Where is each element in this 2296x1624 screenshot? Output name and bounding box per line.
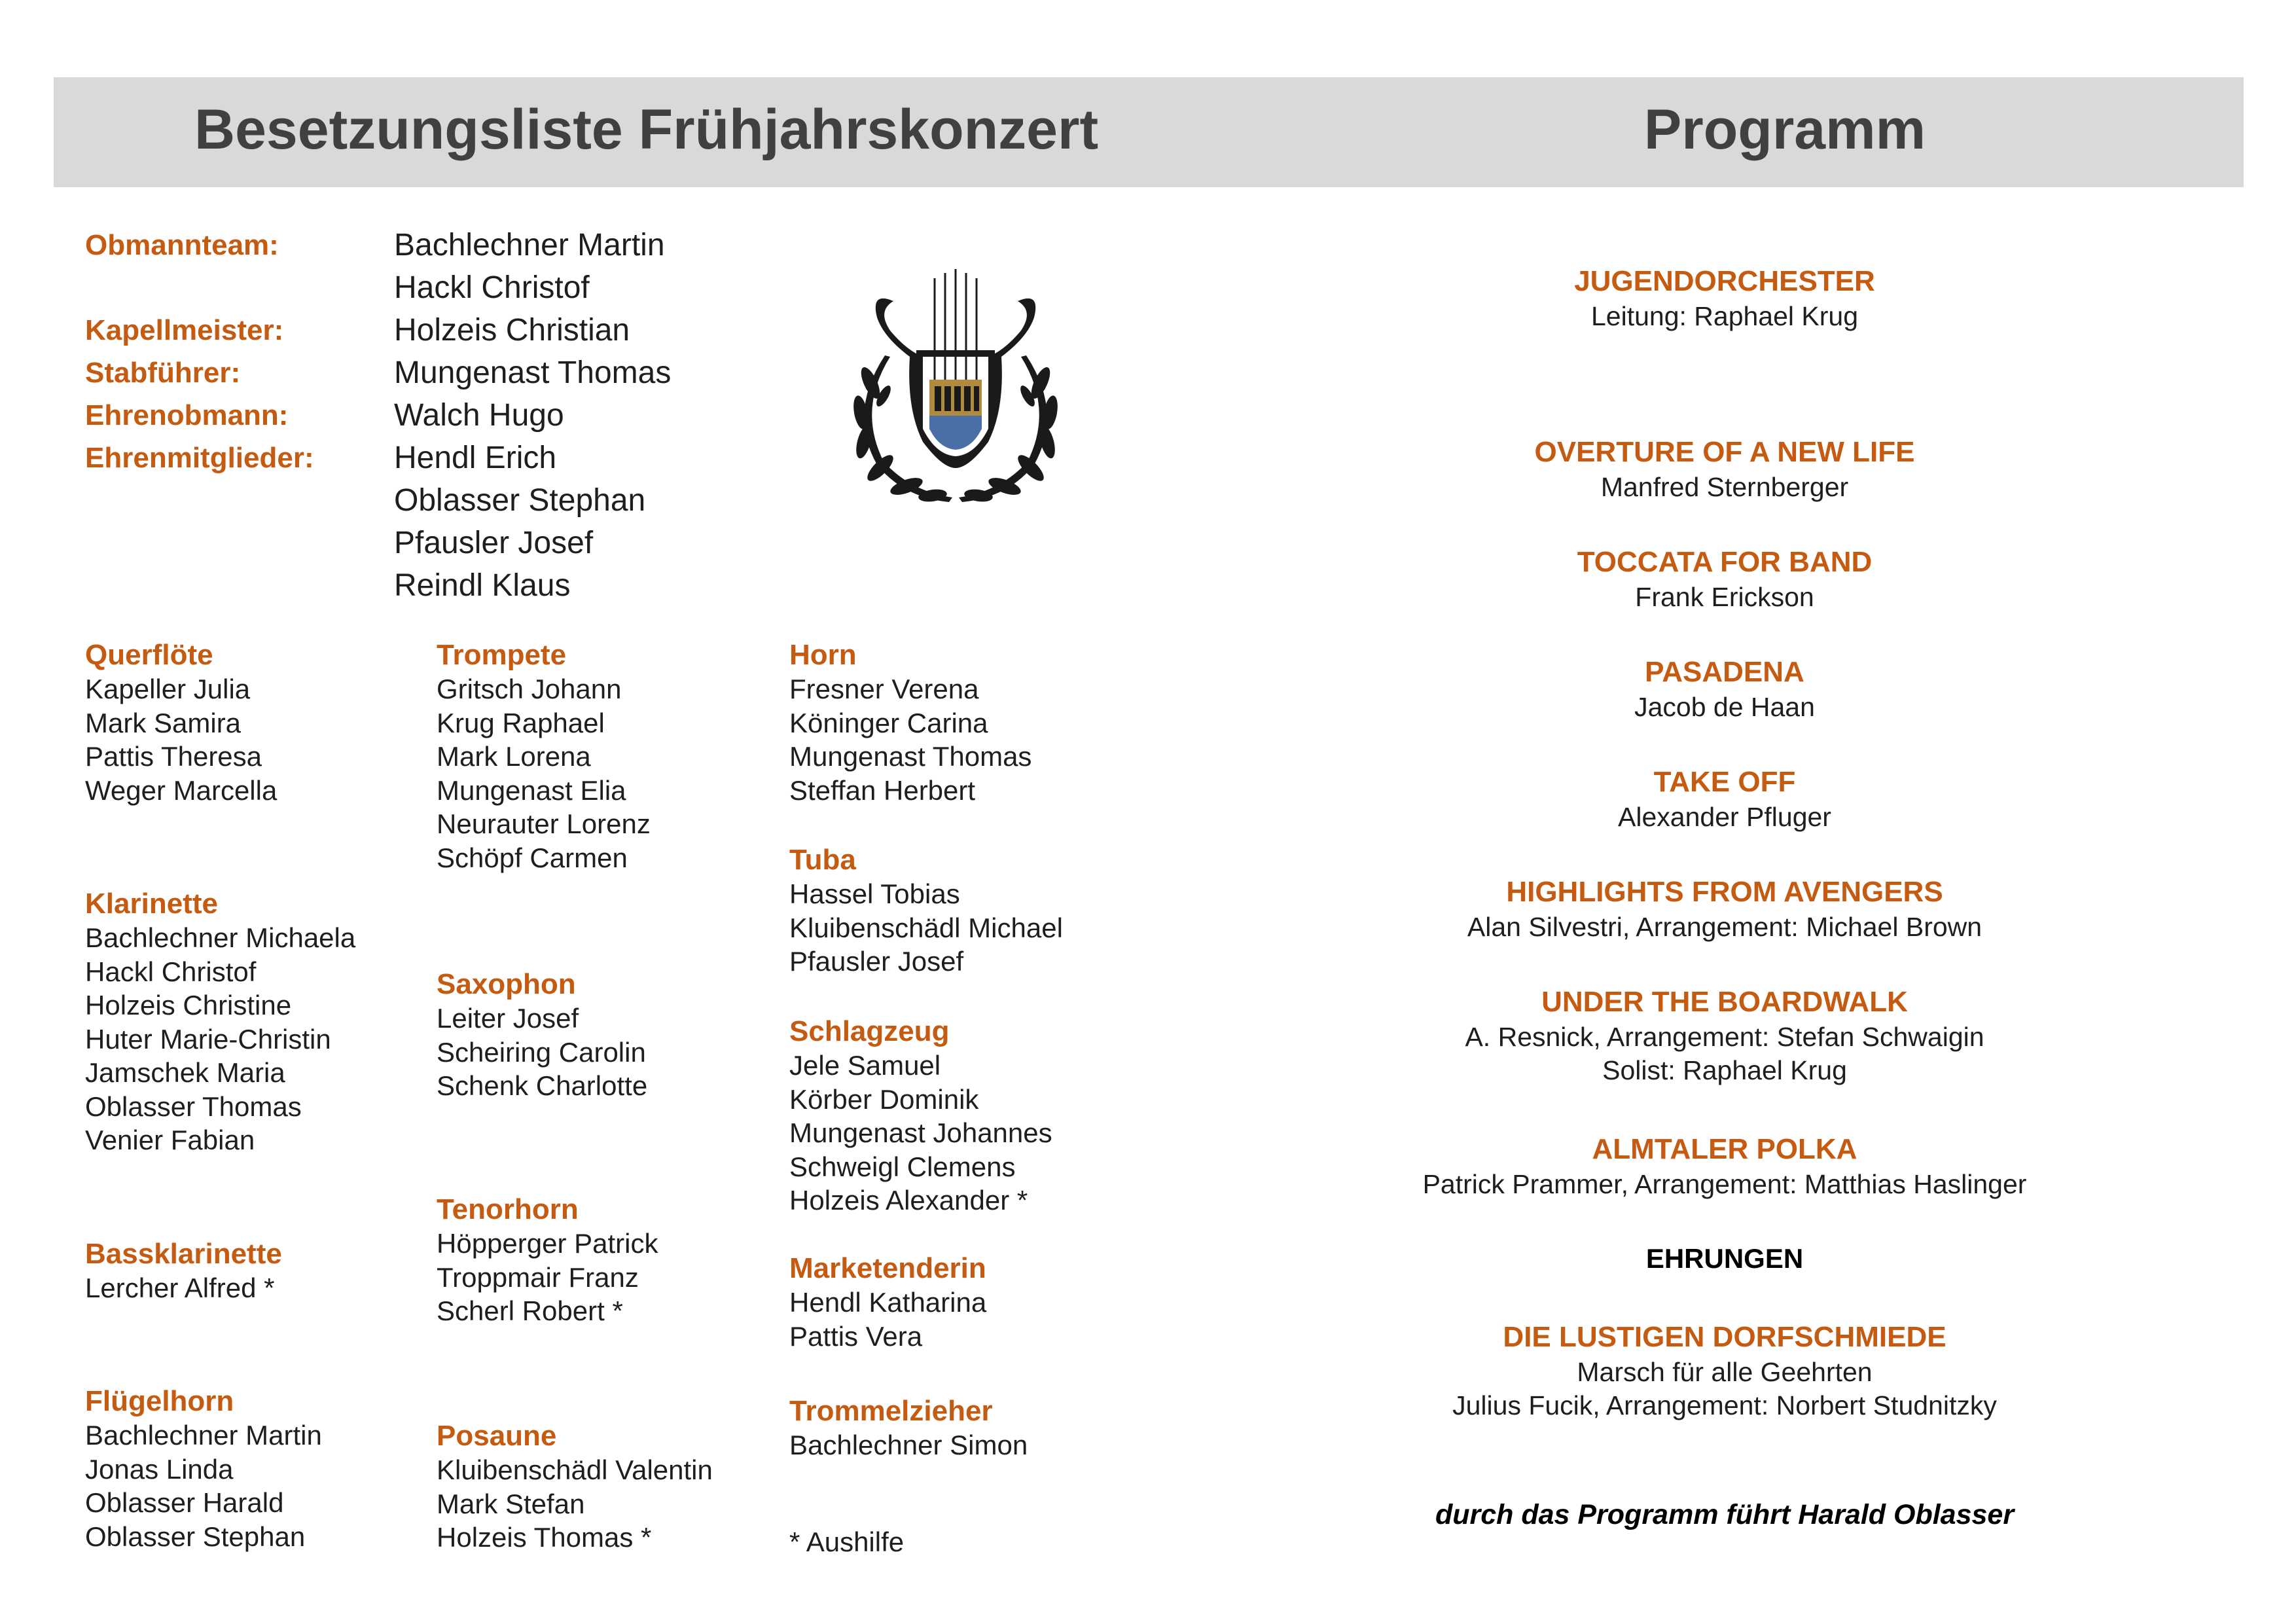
member: Höpperger Patrick xyxy=(437,1228,658,1259)
section-bassklarinette xyxy=(85,1237,282,1305)
member: Neurauter Lorenz xyxy=(437,808,651,839)
member: Venier Fabian xyxy=(85,1125,255,1155)
member: Holzeis Thomas * xyxy=(437,1522,652,1553)
program-item xyxy=(1283,984,2166,1087)
label-ehrenobmann: Ehrenobmann: xyxy=(85,399,289,431)
program-item xyxy=(1283,1319,2166,1422)
member: Bachlechner Martin xyxy=(85,1420,322,1451)
leader-name: Mungenast Thomas xyxy=(394,355,672,390)
member: Steffan Herbert xyxy=(789,774,976,806)
section-querfloete xyxy=(85,638,277,807)
program-item-line: Solist: Raphael Krug xyxy=(1602,1055,1847,1085)
program-item-line: Patrick Prammer, Arrangement: Matthias Haslinger xyxy=(1422,1169,2027,1199)
footnote xyxy=(789,1525,904,1559)
lyre-emblem-icon xyxy=(844,265,1067,507)
program-title: Programm xyxy=(1643,98,1926,161)
member: Mungenast Thomas xyxy=(789,741,1032,772)
section-title: Bassklarinette xyxy=(85,1238,282,1270)
program-item-line: Marsch für alle Geehrten xyxy=(1577,1357,1873,1387)
label-obmannteam: Obmannteam: xyxy=(85,229,279,261)
section-title: Tenorhorn xyxy=(437,1193,579,1225)
leader-name: Pfausler Josef xyxy=(394,526,594,560)
program-item-line: Manfred Sternberger xyxy=(1600,472,1849,502)
program-item-title: PASADENA xyxy=(1645,656,1804,688)
section-fluegelhorn xyxy=(85,1384,322,1553)
member: Mark Stefan xyxy=(437,1488,585,1519)
section-schlagzeug xyxy=(789,1015,1052,1218)
member: Lercher Alfred * xyxy=(85,1272,275,1303)
label-ehrenmitglieder: Ehrenmitglieder: xyxy=(85,442,314,474)
section-trompete xyxy=(437,638,651,875)
program-item xyxy=(1283,544,2166,614)
section-title: Flügelhorn xyxy=(85,1385,234,1417)
member: Schweigl Clemens xyxy=(789,1151,1016,1182)
program-item-title: TAKE OFF xyxy=(1653,766,1796,798)
program-item xyxy=(1283,1131,2166,1201)
member: Weger Marcella xyxy=(85,774,278,806)
member: Bachlechner Michaela xyxy=(85,922,356,953)
program-host-note: durch das Programm führt Harald Oblasser xyxy=(1435,1499,2015,1530)
leader-name: Holzeis Christian xyxy=(394,313,630,348)
section-title: Trommelzieher xyxy=(789,1395,993,1427)
program-item xyxy=(1283,654,2166,724)
leader-name: Oblasser Stephan xyxy=(394,483,646,518)
member: Fresner Verena xyxy=(789,674,979,704)
member: Hassel Tobias xyxy=(789,878,960,909)
program-item xyxy=(1283,874,2166,944)
member: Mungenast Elia xyxy=(437,774,626,806)
section-saxophon xyxy=(437,967,647,1103)
section-tenorhorn xyxy=(437,1193,658,1328)
program-item-title: TOCCATA FOR BAND xyxy=(1577,546,1873,578)
leader-name: Bachlechner Martin xyxy=(394,228,665,262)
member: Huter Marie-Christin xyxy=(85,1023,331,1055)
member: Scherl Robert * xyxy=(437,1295,623,1326)
leader-name: Walch Hugo xyxy=(394,398,564,433)
program-item xyxy=(1283,263,2166,333)
member: Oblasser Harald xyxy=(85,1487,284,1518)
section-posaune xyxy=(437,1419,713,1555)
section-title: Horn xyxy=(789,639,857,671)
section-marketenderin xyxy=(789,1252,986,1353)
program-item-title: JUGENDORCHESTER xyxy=(1574,265,1875,297)
member: Mark Samira xyxy=(85,707,242,738)
label-kapellmeister: Kapellmeister: xyxy=(85,314,284,346)
member: Mark Lorena xyxy=(437,741,591,772)
member: Oblasser Stephan xyxy=(85,1521,306,1552)
footnote-text: * Aushilfe xyxy=(789,1526,905,1557)
section-title: Marketenderin xyxy=(789,1252,986,1284)
leader-name: Hackl Christof xyxy=(394,270,590,305)
program-item-title: HIGHLIGHTS FROM AVENGERS xyxy=(1506,876,1943,908)
member: Scheiring Carolin xyxy=(437,1036,646,1068)
member: Mungenast Johannes xyxy=(789,1117,1052,1148)
member: Schenk Charlotte xyxy=(437,1070,648,1101)
label-stabfuehrer: Stabführer: xyxy=(85,357,241,389)
member: Kapeller Julia xyxy=(85,674,251,704)
member: Kluibenschädl Valentin xyxy=(437,1454,713,1485)
section-title: Schlagzeug xyxy=(789,1015,950,1047)
member: Hendl Katharina xyxy=(789,1287,987,1318)
member: Troppmair Franz xyxy=(437,1261,639,1293)
member: Holzeis Christine xyxy=(85,990,292,1020)
member: Jamschek Maria xyxy=(85,1057,285,1088)
member: Kluibenschädl Michael xyxy=(789,912,1063,943)
section-title: Trompete xyxy=(437,639,567,671)
member: Schöpf Carmen xyxy=(437,842,628,873)
program-item-title: OVERTURE OF A NEW LIFE xyxy=(1534,436,1915,468)
member: Oblasser Thomas xyxy=(85,1091,302,1122)
section-horn xyxy=(789,638,1031,807)
program-item-line: Alan Silvestri, Arrangement: Michael Brown xyxy=(1467,912,1982,942)
member: Jele Samuel xyxy=(789,1050,941,1081)
cast-list-title: Besetzungsliste Frühjahrskonzert xyxy=(194,98,1099,161)
member: Hackl Christof xyxy=(85,956,257,987)
header-banner xyxy=(54,77,2244,187)
section-trommelzieher xyxy=(789,1394,1028,1462)
program-item xyxy=(1283,434,2166,504)
member: Bachlechner Simon xyxy=(789,1430,1028,1460)
member: Pattis Vera xyxy=(789,1320,923,1352)
program-item-line: A. Resnick, Arrangement: Stefan Schwaigin xyxy=(1465,1022,1984,1052)
leader-name: Hendl Erich xyxy=(394,441,557,475)
program-item-line: Alexander Pfluger xyxy=(1618,802,1831,832)
member: Pattis Theresa xyxy=(85,741,262,772)
member: Köninger Carina xyxy=(789,707,988,738)
ehrungen-label: EHRUNGEN xyxy=(1645,1243,1804,1274)
program-item-title: ALMTALER POLKA xyxy=(1592,1133,1857,1165)
member: Leiter Josef xyxy=(437,1003,579,1034)
program-item-title: UNDER THE BOARDWALK xyxy=(1541,986,1908,1018)
section-title: Posaune xyxy=(437,1420,557,1452)
leader-name: Reindl Klaus xyxy=(394,568,571,603)
member: Krug Raphael xyxy=(437,707,605,738)
section-tuba xyxy=(789,843,1063,979)
member: Gritsch Johann xyxy=(437,674,622,704)
section-title: Querflöte xyxy=(85,639,213,671)
leadership-names xyxy=(394,224,671,607)
program-item-line: Leitung: Raphael Krug xyxy=(1590,301,1859,331)
member: Holzeis Alexander * xyxy=(789,1185,1028,1216)
program-item-line: Frank Erickson xyxy=(1635,582,1814,612)
member: Jonas Linda xyxy=(85,1453,234,1485)
section-title: Klarinette xyxy=(85,888,218,920)
section-title: Saxophon xyxy=(437,968,576,1000)
member: Körber Dominik xyxy=(789,1083,979,1115)
section-title: Tuba xyxy=(789,844,856,876)
program-item-title: DIE LUSTIGEN DORFSCHMIEDE xyxy=(1503,1321,1946,1353)
program-item xyxy=(1283,764,2166,834)
program-item-line: Julius Fucik, Arrangement: Norbert Studnitzky xyxy=(1452,1390,1997,1420)
member: Pfausler Josef xyxy=(789,946,964,977)
program-item-line: Jacob de Haan xyxy=(1634,692,1815,722)
section-klarinette xyxy=(85,887,355,1157)
